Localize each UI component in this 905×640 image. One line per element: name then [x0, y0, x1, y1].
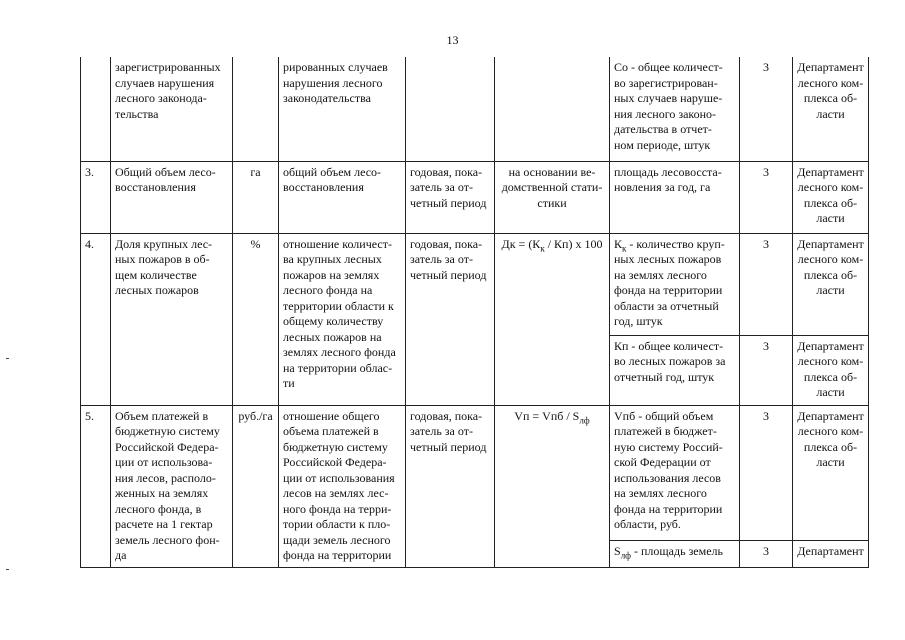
collection-method: 3	[740, 405, 793, 540]
formula: Дк = $(К_к / Кп)$ х 100	[495, 233, 610, 405]
table-row	[81, 161, 869, 233]
responsible: Департамент лесного ком- плекса об- ласти	[793, 335, 869, 405]
responsible: Департамент лесного ком- плекса об- ласти	[793, 233, 869, 335]
row-number: 5.	[81, 405, 111, 567]
indicator-name: Общий объем лесо- восстановления	[111, 161, 233, 233]
unit	[233, 57, 279, 161]
basic-indicator: площадь лесовосста- новления за год, га	[610, 161, 740, 233]
basic-indicator: $К_к$ - количество круп- ных лесных пожаров на землях лесного фонда на территории области за отчетный год, штук	[610, 233, 740, 335]
definition: отношение общего объема платежей в бюджетную систему Российской Федера- ции от использования лесов на землях лес- ного фонда на терри- тории области к пло- щади земель лесного фонда на территории	[279, 405, 406, 567]
responsible: Департамент лесного ком- плекса об- ласти	[793, 57, 869, 161]
indicator-table	[80, 57, 869, 568]
row-number	[81, 57, 111, 161]
definition: общий объем лесо- восстановления	[279, 161, 406, 233]
indicator-name: зарегистрированных случаев нарушения лесного законода- тельства	[111, 57, 233, 161]
page-number: 13	[446, 33, 459, 47]
definition: рированных случаев нарушения лесного законодательства	[279, 57, 406, 161]
row-number: 3.	[81, 161, 111, 233]
indicator-name: Объем платежей в бюджетную систему Российской Федера- ции от использова- ния лесов, располо- женных на землях лесного фонда, в расчете на 1 гектар земель лесного фон- да	[111, 405, 233, 567]
definition: отношение количест- ва крупных лесных пожаров на землях лесного фонда на территории области к общему количеству лесных пожаров на землях лесного фонда на территории облас- ти	[279, 233, 406, 405]
responsible: Департамент лесного ком- плекса об- ласти	[793, 161, 869, 233]
collection-method: 3	[740, 57, 793, 161]
collection-method: 3	[740, 540, 793, 567]
periodicity: годовая, пока- затель за от- четный период	[406, 233, 495, 405]
collection-method: 3	[740, 233, 793, 335]
periodicity	[406, 57, 495, 161]
unit: %	[233, 233, 279, 405]
table-row	[81, 405, 869, 540]
formula: на основании ве- домственной стати- стики	[495, 161, 610, 233]
collection-method: 3	[740, 335, 793, 405]
indicator-name: Доля крупных лес- ных пожаров в об- щем количестве лесных пожаров	[111, 233, 233, 405]
basic-indicator: Vпб - общий объем платежей в бюджет- ную систему Россий- ской Федерации от использования лесов на землях лесного фонда на территории области, руб.	[610, 405, 740, 540]
unit: га	[233, 161, 279, 233]
table-row	[81, 57, 869, 161]
margin-mark	[6, 358, 9, 359]
periodicity: годовая, пока- затель за от- четный период	[406, 161, 495, 233]
basic-indicator: $S_{лф}$ - площадь земель	[610, 540, 740, 567]
formula: Vп = Vпб / $S_{лф}$	[495, 405, 610, 567]
responsible: Департамент лесного ком- плекса об- ласти	[793, 405, 869, 540]
formula	[495, 57, 610, 161]
periodicity: годовая, пока- затель за от- четный период	[406, 405, 495, 567]
basic-indicator: Кп - общее количест- во лесных пожаров за отчетный год, штук	[610, 335, 740, 405]
collection-method: 3	[740, 161, 793, 233]
basic-indicator: Со - общее количест- во зарегистрирован- ных случаев наруше- ния лесного законо- дательства в отчет- ном периоде, штук	[610, 57, 740, 161]
table-row	[81, 233, 869, 335]
responsible: Департамент	[793, 540, 869, 567]
row-number: 4.	[81, 233, 111, 405]
unit: руб./га	[233, 405, 279, 567]
margin-mark	[6, 569, 9, 570]
